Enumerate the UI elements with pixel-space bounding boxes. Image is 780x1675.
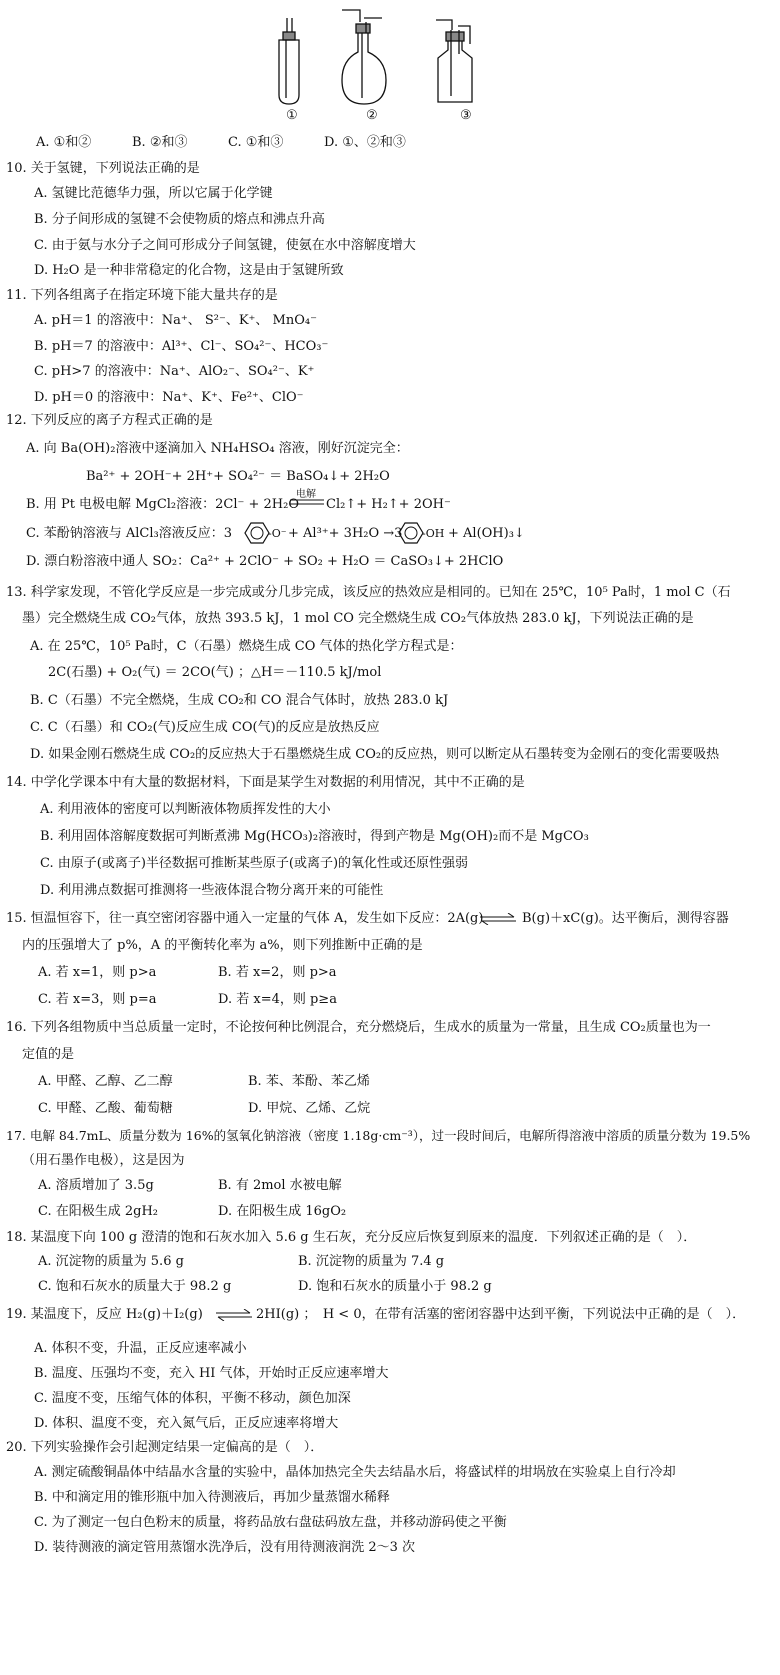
test-tube-icon: [279, 18, 299, 104]
q19-option-b: B. 温度、压强均不变，充入 HI 气体，开始时正反应速率增大: [34, 1366, 389, 1381]
q12-option-a-equation: Ba²⁺ + 2OH⁻+ 2H⁺+ SO₄²⁻ ＝ BaSO₄↓+ 2H₂O: [86, 469, 390, 484]
q20-stem: 20. 下列实验操作会引起测定结果一定偏高的是（ ）．: [6, 1440, 324, 1455]
q9-option-a: A. ①和②: [36, 135, 92, 150]
q19-option-a: A. 体积不变，升温，正反应速率减小: [34, 1341, 247, 1356]
q19-option-d: D. 体积、温度不变，充入氮气后，正反应速率将增大: [34, 1416, 339, 1431]
q13-option-c: C. C（石墨）和 CO₂(气)反应生成 CO(气)的反应是放热反应: [30, 720, 380, 735]
q17-option-d: D. 在阳极生成 16gO₂: [218, 1204, 347, 1219]
q17-stem-line1: 17. 电解 84.7mL、质量分数为 16%的氢氧化钠溶液（密度 1.18g·cm⁻³），过一段时间后，电解所得溶液中溶质的质量分数为 19.5%: [6, 1128, 751, 1143]
q11-option-d: D. pH＝0 的溶液中：Na⁺、K⁺、Fe²⁺、ClO⁻: [34, 390, 304, 405]
q19-stem-b: 2HI(g) ； H < 0，在带有活塞的密闭容器中达到平衡，下列说法中正确的是（ ）．: [256, 1307, 746, 1322]
q20-option-a: A. 测定硫酸铜晶体中结晶水含量的实验中，晶体加热完全失去结晶水后，将盛试样的坩埚放在实验桌上自行冷却: [34, 1465, 676, 1480]
q15-stem-line1a: 15. 恒温恒容下，往一真空密闭容器中通入一定量的气体 A，发生如下反应：2A(g): [6, 911, 484, 926]
q10-option-a: A. 氢键比范德华力强，所以它属于化学键: [34, 186, 273, 201]
q16-option-a: A. 甲醛、乙醇、乙二醇: [38, 1074, 173, 1089]
q14-stem: 14. 中学化学课本中有大量的数据材料，下面是某学生对数据的利用情况，其中不正确的是: [6, 775, 525, 790]
equilibrium-arrow-icon: [478, 913, 518, 925]
q11-option-c: C. pH>7 的溶液中：Na⁺、AlO₂⁻、SO₄²⁻、K⁺: [34, 364, 315, 379]
apparatus-label-2: ②: [366, 108, 378, 123]
q17-option-b: B. 有 2mol 水被电解: [218, 1178, 342, 1193]
q14-option-a: A. 利用液体的密度可以判断液体物质挥发性的大小: [40, 802, 331, 817]
q19-stem-a: 19. 某温度下，反应 H₂(g)＋I₂(g): [6, 1307, 203, 1322]
q14-option-b: B. 利用固体溶解度数据可判断煮沸 Mg(HCO₃)₂溶液时，得到产物是 Mg(OH)₂而不是 MgCO₃: [40, 829, 589, 844]
q18-option-b: B. 沉淀物的质量为 7.4 g: [298, 1254, 445, 1269]
q11-option-a: A. pH＝1 的溶液中：Na⁺、 S²⁻、K⁺、 MnO₄⁻: [34, 313, 317, 328]
q11-option-b: B. pH＝7 的溶液中：Al³⁺、Cl⁻、SO₄²⁻、HCO₃⁻: [34, 339, 329, 354]
q13-option-d: D. 如果金刚石燃烧生成 CO₂的反应热大于石墨燃烧生成 CO₂的反应热，则可以断定从石墨转变为金刚石的变化需要吸热: [30, 747, 720, 762]
q10-option-d: D. H₂O 是一种非常稳定的化合物，这是由于氢键所致: [34, 263, 344, 278]
q15-option-b: B. 若 x=2，则 p>a: [218, 965, 337, 980]
q18-option-a: A. 沉淀物的质量为 5.6 g: [38, 1254, 184, 1269]
q12-option-c-middle: + Al³⁺+ 3H₂O →3: [288, 526, 403, 541]
q20-option-b: B. 中和滴定用的锥形瓶中加入待测液后，再加少量蒸馏水稀释: [34, 1490, 390, 1505]
q18-option-d: D. 饱和石灰水的质量小于 98.2 g: [298, 1279, 492, 1294]
q12-stem: 12. 下列反应的离子方程式正确的是: [6, 413, 213, 428]
q10-stem: 10. 关于氢键，下列说法正确的是: [6, 161, 200, 176]
round-flask-icon: [342, 10, 386, 104]
q18-stem: 18. 某温度下向 100 g 澄清的饱和石灰水加入 5.6 g 生石灰，充分反应后恢复到原来的温度．下列叙述正确的是（ ）．: [6, 1230, 697, 1245]
q13-stem-line2: 墨）完全燃烧生成 CO₂气体，放热 393.5 kJ，1 mol CO 完全燃烧生成 CO₂气体放热 283.0 kJ，下列说法正确的是: [22, 611, 694, 626]
q20-option-d: D. 装待测液的滴定管用蒸馏水洗净后，没有用待测液润洗 2～3 次: [34, 1540, 416, 1555]
q11-stem: 11. 下列各组离子在指定环境下能大量共存的是: [6, 288, 278, 303]
q13-option-a-equation: 2C(石墨) + O₂(气) ＝ 2CO(气) ；△H＝－110.5 kJ/mol: [48, 665, 382, 680]
q10-option-c: C. 由于氨与水分子之间可形成分子间氢键，使氨在水中溶解度增大: [34, 238, 416, 253]
q12-option-c-left: C. 苯酚钠溶液与 AlCl₃溶液反应：3: [26, 526, 233, 541]
q12-option-b-left: B. 用 Pt 电极电解 MgCl₂溶液：2Cl⁻ + 2H₂O: [26, 497, 300, 512]
q12-option-d: D. 漂白粉溶液中通人 SO₂：Ca²⁺ + 2ClO⁻ + SO₂ + H₂O ＝ CaSO₃↓+ 2HClO: [26, 554, 504, 569]
q14-option-c: C. 由原子(或离子)半径数据可推断某些原子(或离子)的氧化性或还原性强弱: [40, 856, 469, 871]
q9-option-c: C. ①和③: [228, 135, 284, 150]
q16-option-b: B. 苯、苯酚、苯乙烯: [248, 1074, 370, 1089]
equilibrium-arrow-icon: [214, 1309, 254, 1321]
q12-option-b-right: Cl₂↑+ H₂↑+ 2OH⁻: [326, 497, 451, 512]
q15-stem-line1b: B(g)＋xC(g)。达平衡后，测得容器: [522, 911, 729, 926]
q13-option-a: A. 在 25℃，10⁵ Pa时，C（石墨）燃烧生成 CO 气体的热化学方程式是：: [30, 639, 463, 654]
q20-option-c: C. 为了测定一包白色粉末的质量，将药品放右盘砝码放左盘，并移动游码使之平衡: [34, 1515, 507, 1530]
q12-option-c-right: + Al(OH)₃↓: [448, 526, 525, 541]
q14-option-d: D. 利用沸点数据可推测将一些液体混合物分离开来的可能性: [40, 883, 384, 898]
q17-option-c: C. 在阳极生成 2gH₂: [38, 1204, 159, 1219]
q17-option-a: A. 溶质增加了 3.5g: [38, 1178, 154, 1193]
q13-option-b: B. C（石墨）不完全燃烧，生成 CO₂和 CO 混合气体时，放热 283.0 kJ: [30, 693, 449, 708]
apparatus-label-3: ③: [460, 108, 472, 123]
q16-option-c: C. 甲醛、乙酸、葡萄糖: [38, 1101, 173, 1116]
q15-option-c: C. 若 x=3，则 p=a: [38, 992, 157, 1007]
q12-option-c-phenoxide: -O⁻: [268, 527, 287, 540]
q16-option-d: D. 甲烷、乙烯、乙烷: [248, 1101, 371, 1116]
q19-option-c: C. 温度不变，压缩气体的体积，平衡不移动，颜色加深: [34, 1391, 351, 1406]
q18-option-c: C. 饱和石灰水的质量大于 98.2 g: [38, 1279, 232, 1294]
q9-option-b: B. ②和③: [132, 135, 188, 150]
q16-stem-line2: 定值的是: [22, 1047, 75, 1062]
q15-stem-line2: 内的压强增大了 p%，A 的平衡转化率为 a%，则下列推断中正确的是: [22, 938, 423, 953]
gas-bottle-icon: [436, 20, 472, 102]
q16-stem-line1: 16. 下列各组物质中当总质量一定时，不论按何种比例混合，充分燃烧后，生成水的质量为一常量，且生成 CO₂质量也为一: [6, 1020, 711, 1035]
q15-option-a: A. 若 x=1，则 p>a: [38, 965, 157, 980]
q9-option-d: D. ①、②和③: [324, 135, 406, 150]
q10-option-b: B. 分子间形成的氢键不会使物质的熔点和沸点升高: [34, 212, 325, 227]
q12-option-b-condition: 电解: [296, 489, 316, 500]
benzene-ring-icon: [398, 521, 424, 545]
q13-stem-line1: 13. 科学家发现，不管化学反应是一步完成或分几步完成，该反应的热效应是相同的。已知在 25℃，10⁵ Pa时，1 mol C（石: [6, 585, 731, 600]
benzene-ring-icon: [244, 521, 270, 545]
q12-option-a: A. 向 Ba(OH)₂溶液中逐滴加入 NH₄HSO₄ 溶液，刚好沉淀完全：: [26, 441, 409, 456]
apparatus-label-1: ①: [286, 108, 298, 123]
q12-option-c-phenol: -OH: [422, 527, 445, 540]
electrolysis-arrow-icon: [290, 498, 326, 506]
q15-option-d: D. 若 x=4，则 p≥a: [218, 992, 337, 1007]
q17-stem-line2: （用石墨作电极），这是因为: [22, 1153, 185, 1168]
